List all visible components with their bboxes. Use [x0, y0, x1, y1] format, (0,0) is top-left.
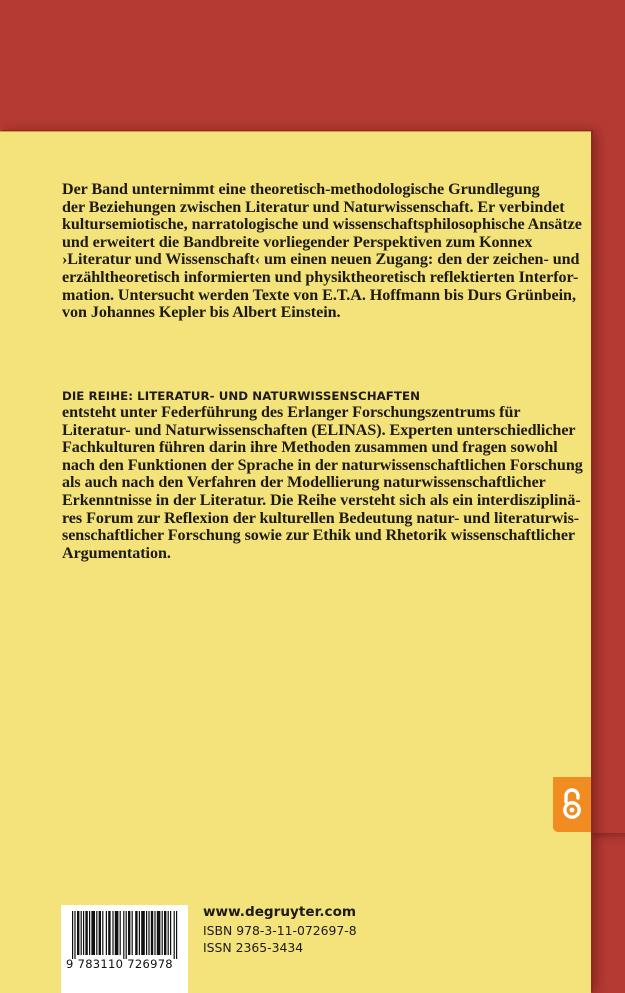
blurb-line: ›Literatur und Wissenschaft‹ um einen neuen Zugang: den der zeichen- und [62, 251, 580, 269]
cover-edge-shadow [591, 833, 625, 993]
series-description [62, 404, 582, 562]
book-blurb [62, 181, 582, 322]
blurb-line: von Johannes Kepler bis Albert Einstein. [62, 304, 341, 322]
open-access-badge [553, 777, 591, 832]
series-line: Fachkulturen führen darin ihre Methoden zusammen und fragen sowohl [62, 439, 558, 457]
blurb-line: Der Band unternimmt eine theoretisch-methodologische Grundlegung [62, 181, 540, 198]
series-line: senschaftlicher Forschung sowie zur Ethik und Rhetorik wissenschaftlicher [62, 527, 576, 545]
series-line: als auch nach den Verfahren der Modellierung naturwissenschaftlicher [62, 474, 546, 492]
series-line: Argumentation. [62, 544, 171, 562]
series-heading: DIE REIHE: LITERATUR- UND NATURWISSENSCHAFTEN [62, 389, 421, 403]
isbn-number: ISBN 978-3-11-072697-8 [203, 923, 357, 938]
barcode-digits: 9 783110 726978 [66, 957, 173, 971]
series-line: entsteht unter Federführung des Erlanger Forschungszentrums für [62, 404, 521, 421]
blurb-line: erzähltheoretisch informierten und physiktheoretisch reflektierten Interfor- [62, 268, 579, 286]
series-line: Erkenntnisse in der Literatur. Die Reihe versteht sich als ein interdisziplinä- [62, 491, 581, 509]
open-access-lock-icon [562, 788, 582, 822]
blurb-line: mation. Untersucht werden Texte von E.T.A. Hoffmann bis Durs Grünbein, [62, 286, 576, 304]
issn-number: ISSN 2365-3434 [203, 940, 304, 955]
blurb-line: und erweitert die Bandbreite vorliegender Perspektiven zum Konnex [62, 233, 533, 251]
series-line: res Forum zur Reflexion der kulturellen Bedeutung natur- und literaturwis- [62, 509, 580, 527]
publisher-website: www.degruyter.com [203, 904, 357, 920]
series-line: nach den Funktionen der Sprache in der naturwissenschaftlichen Forschung [62, 456, 583, 474]
blurb-line: der Beziehungen zwischen Literatur und Naturwissenschaft. Er verbindet [62, 198, 565, 216]
series-line: Literatur- und Naturwissenschaften (ELINAS). Experten unterschiedlicher [62, 421, 576, 439]
blurb-line: kultursemiotische, narratologische und wissenschaftsphilosophische Ansätze [62, 216, 582, 234]
isbn-barcode [61, 905, 188, 993]
barcode-bars [72, 911, 178, 959]
